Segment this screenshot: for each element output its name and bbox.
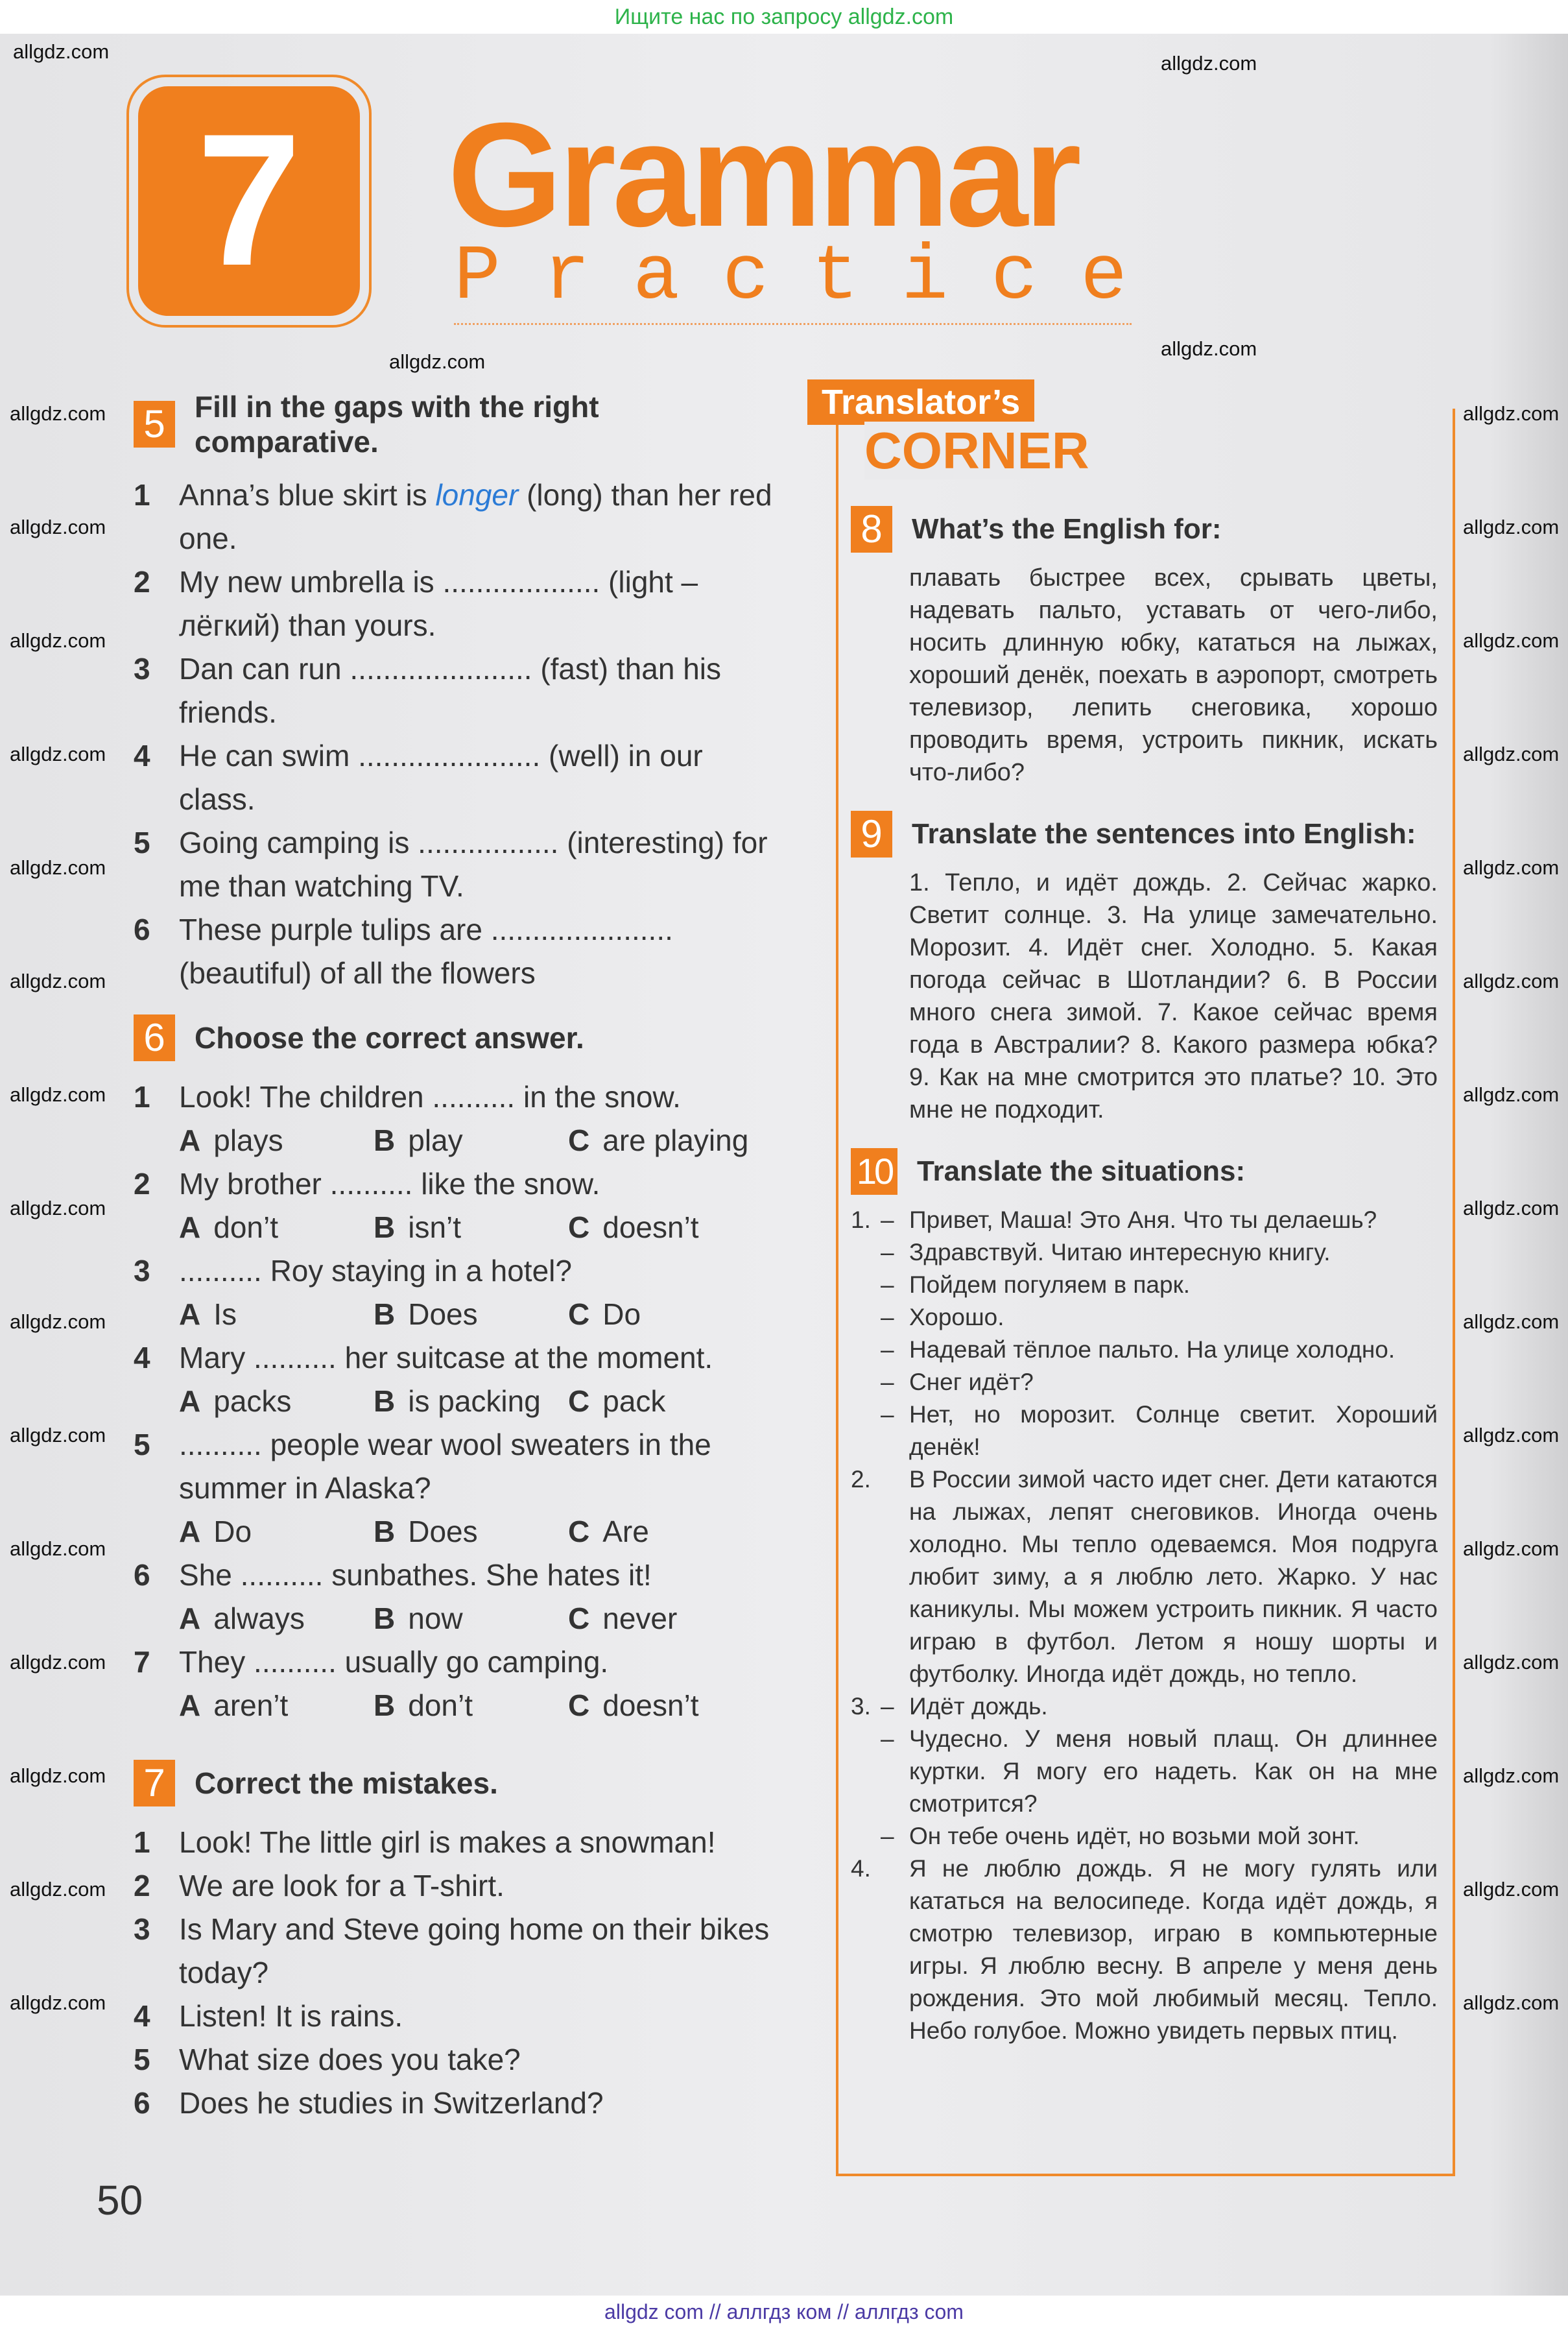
situation-body — [881, 1204, 1438, 1463]
question — [134, 1162, 782, 1206]
question-text: Look! The children .......... in the snow. — [179, 1080, 681, 1114]
list-item — [134, 734, 782, 821]
question-text: .......... Roy staying in a hotel? — [179, 1254, 572, 1288]
exercise-number: 6 — [134, 1014, 175, 1061]
item-text: He can swim ...................... (well) in our class. — [179, 739, 703, 816]
line-text: Нет, но морозит. Солнце светит. Хороший денёк! — [909, 1401, 1438, 1460]
watermark: allgdz.com — [1463, 402, 1560, 425]
unit-number-box — [126, 75, 372, 328]
watermark: allgdz.com — [1161, 52, 1257, 75]
watermark: allgdz.com — [10, 1764, 106, 1787]
option-c[interactable] — [568, 1119, 748, 1162]
watermark: allgdz.com — [1463, 1083, 1560, 1106]
divider — [454, 323, 1132, 325]
option-text: are playing — [602, 1123, 749, 1157]
option-a[interactable] — [179, 1206, 374, 1249]
item-text: Does he studies in Switzerland? — [179, 2086, 604, 2120]
list-item — [134, 908, 782, 995]
question — [134, 1640, 782, 1684]
watermark: allgdz.com — [1463, 856, 1560, 879]
option-text: always — [213, 1602, 305, 1635]
answer-options — [179, 1119, 782, 1162]
option-a[interactable] — [179, 1510, 374, 1554]
dialogue-line — [881, 1334, 1438, 1366]
situation — [851, 1204, 1438, 1463]
item-number: 2 — [134, 565, 150, 599]
option-a[interactable] — [179, 1684, 374, 1727]
dash: – — [881, 1304, 894, 1330]
option-text: Do — [602, 1297, 641, 1331]
unit-number: 7 — [138, 86, 360, 316]
watermark: allgdz.com — [1463, 1537, 1560, 1560]
option-letter: B — [374, 1297, 396, 1331]
exercise-number: 9 — [851, 811, 892, 858]
exercise-6-header — [134, 1014, 782, 1061]
question — [134, 1075, 782, 1119]
watermark: allgdz.com — [1463, 970, 1560, 992]
option-text: Does — [408, 1297, 478, 1331]
list-item — [134, 1864, 782, 1908]
right-column — [851, 506, 1438, 2069]
watermark: allgdz.com — [10, 1197, 106, 1219]
option-text: plays — [213, 1123, 283, 1157]
watermark: allgdz.com — [1463, 1764, 1560, 1787]
question-text: She .......... sunbathes. She hates it! — [179, 1558, 652, 1592]
watermark: allgdz.com — [1463, 1424, 1560, 1446]
watermark: allgdz.com — [10, 516, 106, 538]
option-letter: C — [568, 1384, 590, 1418]
bottom-banner[interactable]: allgdz com // аллгдз ком // аллгдз com — [0, 2296, 1568, 2328]
item-number: 6 — [134, 913, 150, 946]
watermark: allgdz.com — [10, 1878, 106, 1901]
option-b[interactable] — [374, 1119, 568, 1162]
watermark: allgdz.com — [10, 1424, 106, 1446]
situation-body: Я не люблю дождь. Я не могу гулять или кататься на велосипеде. Когда идёт дождь, я смотрю телевизор, играю в компьютерные игры. Я люблю весну. В апреле у меня день рождения. Это мой любимый месяц. Тепло. Небо голубое. Можно увидеть первых птиц. — [909, 1855, 1438, 2044]
option-text: Is — [213, 1297, 237, 1331]
item-text: My new umbrella is ................... (light – лёгкий) than yours. — [179, 565, 698, 642]
exercise-number: 10 — [851, 1148, 897, 1195]
dialogue-line — [881, 1398, 1438, 1463]
item-number: 1 — [134, 1080, 150, 1114]
item-number: 4 — [134, 1999, 150, 2033]
situation-body: В России зимой часто идет снег. Дети катаются на лыжах, лепят снеговиков. Иногда очень холодно. Мы тепло одеваемся. Моя подруга любит зиму, а я люблю лето. Жарко. У нас каникулы. Мы можем устроить пикник. Я часто играю в футбол. Летом я ношу шорты и футболку. Иногда идёт дождь, но тепло. — [909, 1466, 1438, 1687]
situation — [851, 1463, 1438, 1690]
option-a[interactable] — [179, 1597, 374, 1640]
option-text: Does — [408, 1515, 478, 1548]
exercise-8 — [851, 506, 1438, 789]
list-item — [134, 821, 782, 908]
option-a[interactable] — [179, 1119, 374, 1162]
answer-options — [179, 1597, 782, 1640]
dash: – — [881, 1693, 894, 1720]
answer-options — [179, 1684, 782, 1727]
option-letter: C — [568, 1123, 590, 1157]
option-text: packs — [213, 1384, 292, 1418]
exercise-title: Choose the correct answer. — [195, 1021, 584, 1055]
dash: – — [881, 1271, 894, 1298]
option-letter: C — [568, 1602, 590, 1635]
item-number: 5 — [134, 1428, 150, 1461]
option-text: aren’t — [213, 1688, 289, 1722]
dialogue-line — [881, 1690, 1438, 1723]
list-item — [134, 1821, 782, 1864]
dialogue-line — [881, 1301, 1438, 1334]
item-text: We are look for a T-shirt. — [179, 1869, 505, 1902]
watermark: allgdz.com — [10, 970, 106, 992]
option-text: is packing — [408, 1384, 541, 1418]
option-letter: B — [374, 1210, 396, 1244]
watermark: allgdz.com — [10, 1083, 106, 1106]
option-letter: C — [568, 1297, 590, 1331]
list-item — [134, 2082, 782, 2125]
list-item — [134, 1995, 782, 2038]
option-letter: C — [568, 1688, 590, 1722]
item-number: 1 — [134, 478, 150, 512]
option-b[interactable] — [374, 1293, 568, 1336]
situation-number: 1. — [851, 1206, 871, 1233]
watermark: allgdz.com — [1463, 1197, 1560, 1219]
dialogue-line — [881, 1236, 1438, 1269]
option-text: play — [408, 1123, 463, 1157]
option-letter: B — [374, 1123, 396, 1157]
answer-options — [179, 1206, 782, 1249]
situation — [851, 1690, 1438, 1853]
corner-line1: Translator’s — [807, 379, 1034, 425]
answer-options — [179, 1293, 782, 1336]
item-number: 5 — [134, 826, 150, 859]
item-text: Listen! It is rains. — [179, 1999, 403, 2033]
list-item — [134, 1908, 782, 1995]
page-title: Grammar — [447, 93, 1078, 258]
exercise-text: 1. Тепло, и идёт дождь. 2. Сейчас жарко. Светит солнце. 3. На улице замечательно. Морозит. 4. Идёт снег. Холодно. 5. Какая погода сейчас в Шотландии? 6. В России много снега зимой. 7. Какое сейчас время года в Австралии? 8. Какого размера юбка? 9. Как на мне смотрится это платье? 10. Это мне не подходит. — [909, 869, 1438, 1123]
option-b[interactable] — [374, 1510, 568, 1554]
option-letter: C — [568, 1210, 590, 1244]
dialogue-line — [881, 1366, 1438, 1398]
list-item — [134, 2038, 782, 2082]
exercise-5-header — [134, 389, 782, 459]
option-text: don’t — [408, 1688, 473, 1722]
question — [134, 1423, 782, 1510]
item-number: 2 — [134, 1167, 150, 1201]
option-letter: A — [179, 1210, 201, 1244]
item-number: 6 — [134, 2086, 150, 2120]
dash: – — [881, 1401, 894, 1428]
option-b[interactable] — [374, 1380, 568, 1423]
line-text: Снег идёт? — [909, 1369, 1034, 1395]
exercise-10 — [851, 1148, 1438, 2047]
option-a[interactable] — [179, 1293, 374, 1336]
option-text: Do — [213, 1515, 252, 1548]
exercise-number: 8 — [851, 506, 892, 553]
dash: – — [881, 1369, 894, 1395]
question-text: My brother .......... like the snow. — [179, 1167, 600, 1201]
dash: – — [881, 1206, 894, 1233]
option-b[interactable] — [374, 1206, 568, 1249]
watermark: allgdz.com — [1463, 1878, 1560, 1901]
option-letter: A — [179, 1384, 201, 1418]
dialogue-line — [881, 1820, 1438, 1853]
watermark: allgdz.com — [1161, 337, 1257, 360]
dialogue-line — [881, 1723, 1438, 1820]
option-b[interactable] — [374, 1684, 568, 1727]
watermark: allgdz.com — [13, 40, 110, 63]
option-letter: B — [374, 1688, 396, 1722]
corner-line2: CORNER — [864, 422, 1099, 479]
translators-corner-heading — [807, 379, 1099, 477]
watermark: allgdz.com — [10, 1651, 106, 1674]
exercise-text: плавать быстрее всех, срывать цветы, надевать пальто, уставать от чего-либо, носить длинную юбку, кататься на лыжах, хороший денёк, поехать в аэропорт, смотреть телевизор, лепить снеговика, хорошо проводить время, устроить пикник, искать что-либо? — [909, 564, 1438, 786]
item-number: 4 — [134, 739, 150, 773]
watermark: allgdz.com — [10, 1537, 106, 1560]
option-letter: A — [179, 1123, 201, 1157]
item-number: 3 — [134, 1912, 150, 1946]
situation-number: 3. — [851, 1693, 871, 1720]
page-subtitle: Practice — [454, 234, 1170, 322]
question-text: Mary .......... her suitcase at the moment. — [179, 1341, 713, 1374]
watermark: allgdz.com — [10, 743, 106, 765]
line-text: Здравствуй. Читаю интересную книгу. — [909, 1239, 1331, 1266]
item-text: Look! The little girl is makes a snowman! — [179, 1825, 716, 1859]
option-c[interactable] — [568, 1293, 641, 1336]
item-number: 7 — [134, 1645, 150, 1679]
item-text: These purple tulips are ...................... (beautiful) of all the flowers — [179, 913, 673, 990]
line-text: Привет, Маша! Это Аня. Что ты делаешь? — [909, 1206, 1377, 1233]
answer-example: longer — [435, 478, 519, 512]
exercise-title: Correct the mistakes. — [195, 1766, 498, 1800]
watermark: allgdz.com — [10, 1991, 106, 2014]
dialogue-line — [881, 1269, 1438, 1301]
line-text: Пойдем погуляем в парк. — [909, 1271, 1191, 1298]
dash: – — [881, 1823, 894, 1849]
option-text: never — [602, 1602, 678, 1635]
situation — [851, 1853, 1438, 2047]
watermark: allgdz.com — [1463, 1991, 1560, 2014]
option-letter: A — [179, 1688, 201, 1722]
dash: – — [881, 1239, 894, 1266]
exercise-number: 5 — [134, 401, 175, 448]
item-text: Anna’s blue skirt is longer (long) than her red one. — [179, 478, 772, 555]
watermark: allgdz.com — [10, 402, 106, 425]
line-text: Надевай тёплое пальто. На улице холодно. — [909, 1336, 1396, 1363]
option-text: doesn’t — [602, 1688, 699, 1722]
watermark: allgdz.com — [1463, 629, 1560, 652]
option-text: don’t — [213, 1210, 278, 1244]
page-number: 50 — [97, 2177, 143, 2224]
item-text: Is Mary and Steve going home on their bikes today? — [179, 1912, 770, 1989]
option-c[interactable] — [568, 1597, 677, 1640]
answer-options — [179, 1510, 782, 1554]
option-b[interactable] — [374, 1597, 568, 1640]
option-letter: A — [179, 1602, 201, 1635]
line-text: Чудесно. У меня новый плащ. Он длиннее куртки. Я могу его надеть. Как он на мне смотрится? — [909, 1725, 1438, 1817]
watermark: allgdz.com — [389, 350, 486, 373]
list-item — [134, 560, 782, 647]
option-c[interactable] — [568, 1206, 699, 1249]
situation-body — [881, 1690, 1438, 1853]
watermark: allgdz.com — [1463, 1310, 1560, 1333]
exercise-number: 7 — [134, 1760, 175, 1806]
option-letter: B — [374, 1602, 396, 1635]
line-text: Идёт дождь. — [909, 1693, 1048, 1720]
question — [134, 1249, 782, 1293]
watermark: allgdz.com — [10, 856, 106, 879]
item-number: 2 — [134, 1869, 150, 1902]
option-letter: B — [374, 1384, 396, 1418]
line-text: Он тебе очень идёт, но возьми мой зонт. — [909, 1823, 1360, 1849]
option-letter: C — [568, 1515, 590, 1548]
option-c[interactable] — [568, 1380, 665, 1423]
option-a[interactable] — [179, 1380, 374, 1423]
exercise-title: Fill in the gaps with the right comparative. — [195, 390, 599, 459]
dialogue-line — [881, 1204, 1438, 1236]
item-number: 4 — [134, 1341, 150, 1374]
watermark: allgdz.com — [10, 1310, 106, 1333]
option-c[interactable] — [568, 1684, 699, 1727]
option-text: pack — [602, 1384, 666, 1418]
item-text: Going camping is ................. (interesting) for me than watching TV. — [179, 826, 768, 903]
question-text: They .......... usually go camping. — [179, 1645, 609, 1679]
watermark: allgdz.com — [1463, 516, 1560, 538]
exercise-9 — [851, 811, 1438, 1126]
item-number: 1 — [134, 1825, 150, 1859]
question — [134, 1554, 782, 1597]
list-item — [134, 647, 782, 734]
option-letter: A — [179, 1515, 201, 1548]
option-text: Are — [602, 1515, 649, 1548]
dash: – — [881, 1336, 894, 1363]
top-banner[interactable]: Ищите нас по запросу allgdz.com — [0, 0, 1568, 34]
option-text: now — [408, 1602, 463, 1635]
question — [134, 1336, 782, 1380]
option-text: isn’t — [408, 1210, 462, 1244]
watermark: allgdz.com — [10, 629, 106, 652]
item-number: 3 — [134, 1254, 150, 1288]
question-text: .......... people wear wool sweaters in the summer in Alaska? — [179, 1428, 711, 1505]
dash: – — [881, 1725, 894, 1752]
item-number: 3 — [134, 652, 150, 686]
left-column — [134, 389, 782, 2125]
option-letter: A — [179, 1297, 201, 1331]
exercise-7-header — [134, 1760, 782, 1806]
option-c[interactable] — [568, 1510, 649, 1554]
situation-number: 4. — [851, 1855, 871, 1882]
line-text: Хорошо. — [909, 1304, 1004, 1330]
watermark: allgdz.com — [1463, 1651, 1560, 1674]
situation-number: 2. — [851, 1466, 871, 1493]
item-text: Dan can run ...................... (fast) than his friends. — [179, 652, 721, 729]
exercise-title: Translate the situations: — [917, 1155, 1246, 1187]
list-item — [134, 474, 782, 560]
answer-options — [179, 1380, 782, 1423]
item-number: 5 — [134, 2043, 150, 2076]
item-number: 6 — [134, 1558, 150, 1592]
exercise-title: What’s the English for: — [912, 513, 1222, 545]
watermark: allgdz.com — [1463, 743, 1560, 765]
exercise-title: Translate the sentences into English: — [912, 818, 1416, 850]
option-letter: B — [374, 1515, 396, 1548]
item-text: What size does you take? — [179, 2043, 521, 2076]
option-text: doesn’t — [602, 1210, 699, 1244]
